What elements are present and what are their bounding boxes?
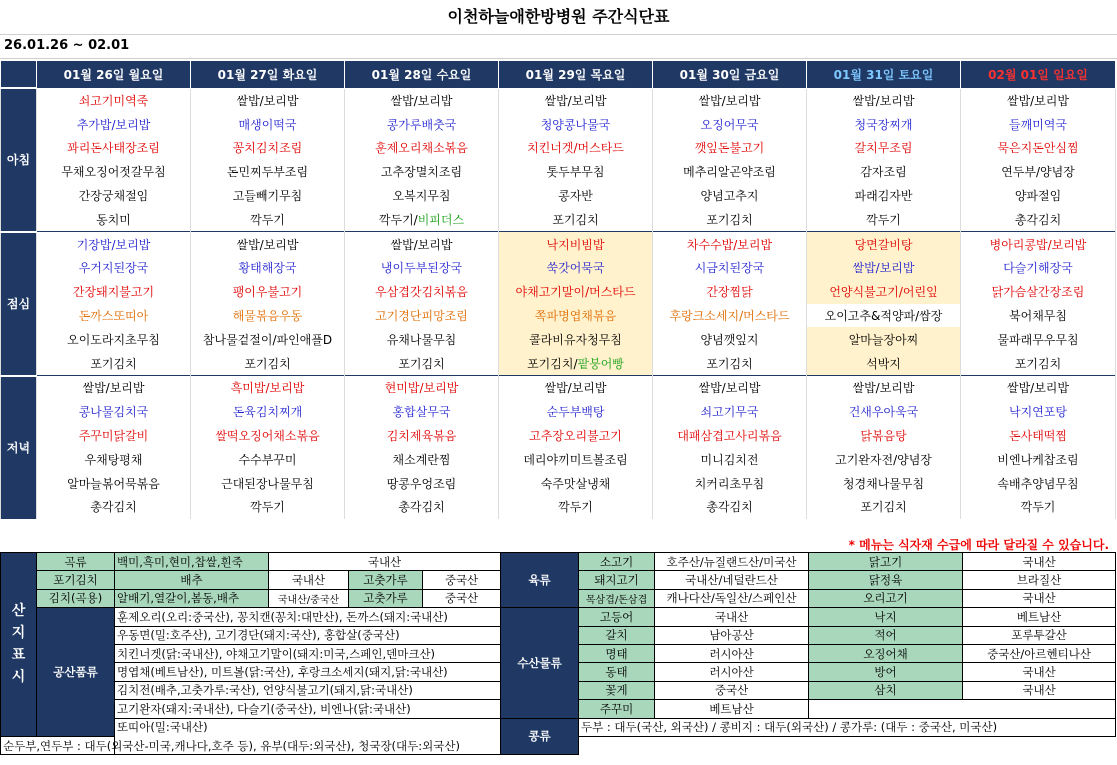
bean-line: 두부 : 대두(국산, 외국산) / 콩비지 : 대두(외국산) / 콩가루: (대두 : 중국산, 미국산) [579, 718, 1116, 736]
menu-cell: 돈육김치찌개 [191, 400, 345, 424]
menu-cell: 미니김치전 [653, 447, 807, 471]
sea-origin: 국내산 [963, 663, 1116, 681]
menu-cell: 꽁치김치조림 [191, 136, 345, 160]
menu-cell: 우채탕평채 [37, 447, 191, 471]
menu-cell: 김치제육볶음 [345, 424, 499, 448]
menu-cell: 깻잎돈불고기 [653, 136, 807, 160]
menu-cell: 쌀밥/보리밥 [191, 232, 345, 256]
menu-cell: 참나물겉절이/파인애플D [191, 327, 345, 351]
menu-cell: 쌀밥/보리밥 [191, 88, 345, 112]
day-header: 02월 01일 일요일 [961, 61, 1116, 89]
menu-row [1, 112, 1116, 136]
menu-cell: 돈까스또띠아 [37, 304, 191, 328]
menu-cell: 냉이두부된장국 [345, 256, 499, 280]
grain-label: 곡류 [37, 553, 115, 571]
menu-cell: 낙지연포탕 [961, 400, 1116, 424]
meal-label: 아침 [1, 88, 37, 232]
menu-cell: 간장찜닭 [653, 280, 807, 304]
menu-row [1, 471, 1116, 495]
menu-cell: 숙주맛살냉채 [499, 471, 653, 495]
menu-cell: 고기완자전/양념장 [807, 447, 961, 471]
menu-cell: 근대된장나물무침 [191, 471, 345, 495]
page-title: 이천하늘애한방병원 주간식단표 [0, 0, 1117, 35]
meat-origin: 국내산/네덜란드산 [655, 571, 809, 589]
menu-cell: 포기김치 [37, 351, 191, 375]
menu-cell: 해물볶음우동 [191, 304, 345, 328]
menu-cell: 현미밥/보리밥 [345, 376, 499, 400]
meat-origin: 캐나다산/독일산/스페인산 [655, 589, 809, 607]
menu-cell: 감자조림 [807, 160, 961, 184]
menu-cell: 팽이우불고기 [191, 280, 345, 304]
menu-cell: 포기김치 [653, 351, 807, 375]
menu-cell: 오이고추&적양파/쌈장 [807, 304, 961, 328]
day-header: 01월 27일 화요일 [191, 61, 345, 89]
menu-cell: 알마늘장아찌 [807, 327, 961, 351]
menu-cell: 꽈리돈사태장조림 [37, 136, 191, 160]
menu-cell: 깍두기 [961, 495, 1116, 519]
sea-origin: 베트남산 [963, 608, 1116, 626]
menu-row [1, 327, 1116, 351]
menu-cell: 총각김치 [961, 207, 1116, 231]
sea-origin: 중국산/아르헨티나산 [963, 644, 1116, 662]
processed-line: 치킨너겟(닭:국내산), 야채고기말이(돼지:미국,스페인,덴마크산) [115, 644, 501, 662]
menu-cell: 쌀밥/보리밥 [961, 376, 1116, 400]
meat-item: 닭정육 [809, 571, 963, 589]
sea-item: 꽃게 [579, 681, 655, 699]
menu-cell: 콜라비유자청무침 [499, 327, 653, 351]
day-header: 01월 31일 토요일 [807, 61, 961, 89]
sea-origin: 남아공산 [655, 626, 809, 644]
meat-item: 오리고기 [809, 589, 963, 607]
menu-cell: 쌀밥/보리밥 [807, 376, 961, 400]
divider [0, 58, 1117, 59]
kimchi-label: 포기김치 [37, 571, 115, 589]
menu-cell: 기장밥/보리밥 [37, 232, 191, 256]
menu-cell: 석박지 [807, 351, 961, 375]
menu-cell: 북어채무침 [961, 304, 1116, 328]
day-header: 01월 30일 금요일 [653, 61, 807, 89]
menu-cell: 비엔나케찹조림 [961, 447, 1116, 471]
menu-cell: 야채고기말이/머스타드 [499, 280, 653, 304]
menu-cell: 돈민찌두부조림 [191, 160, 345, 184]
menu-row [1, 232, 1116, 256]
menu-cell: 쌀밥/보리밥 [807, 88, 961, 112]
menu-cell: 물파래무우무침 [961, 327, 1116, 351]
menu-cell: 쌀밥/보리밥 [807, 256, 961, 280]
sea-origin: 포루투갈산 [963, 626, 1116, 644]
menu-text: 깍두기/ [378, 212, 418, 227]
sea-item: 동태 [579, 663, 655, 681]
menu-cell: 포기김치 [653, 207, 807, 231]
menu-cell: 청양콩나물국 [499, 112, 653, 136]
meat-origin: 국내산 [963, 589, 1116, 607]
processed-line: 고기완자(돼지:국내산), 다슬기(중국산), 비엔나(닭:국내산) [115, 700, 501, 718]
menu-cell [345, 207, 499, 231]
menu-cell: 돈사태떡찜 [961, 424, 1116, 448]
menu-cell: 매생이떡국 [191, 112, 345, 136]
menu-cell: 병아리콩밥/보리밥 [961, 232, 1116, 256]
menu-row [1, 351, 1116, 375]
menu-cell: 치커리초무침 [653, 471, 807, 495]
menu-cell: 쌀밥/보리밥 [499, 376, 653, 400]
menu-cell: 무채오징어젓갈무침 [37, 160, 191, 184]
sea-item: 삼치 [809, 681, 963, 699]
menu-cell: 훈제오리채소볶음 [345, 136, 499, 160]
menu-cell: 포기김치 [499, 207, 653, 231]
menu-cell: 총각김치 [37, 495, 191, 519]
menu-cell: 간장돼지불고기 [37, 280, 191, 304]
menu-cell: 데리야끼미트볼조림 [499, 447, 653, 471]
menu-row [1, 88, 1116, 112]
menu-cell: 유채나물무침 [345, 327, 499, 351]
menu-cell: 후랑크소세지/머스타드 [653, 304, 807, 328]
meal-label: 저녁 [1, 376, 37, 519]
menu-cell: 낙지비빔밥 [499, 232, 653, 256]
menu-cell: 고추장오리불고기 [499, 424, 653, 448]
menu-cell: 쌀밥/보리밥 [961, 88, 1116, 112]
sea-origin: 러시아산 [655, 663, 809, 681]
menu-cell: 쌀떡오징어채소볶음 [191, 424, 345, 448]
sea-item: 주꾸미 [579, 700, 655, 718]
menu-cell: 청경채나물무침 [807, 471, 961, 495]
origin-table [0, 552, 1116, 755]
processed-line: 김치전(배추,고춧가루:국산), 언양식불고기(돼지,닭:국내산) [115, 681, 501, 699]
meat-item: 돼지고기 [579, 571, 655, 589]
sea-origin: 베트남산 [655, 700, 809, 718]
menu-cell: 청국장찌개 [807, 112, 961, 136]
menu-cell: 우거지된장국 [37, 256, 191, 280]
menu-cell: 갈치무조림 [807, 136, 961, 160]
menu-cell: 총각김치 [653, 495, 807, 519]
menu-cell: 황태해장국 [191, 256, 345, 280]
processed-label: 공산품류 [37, 608, 115, 737]
menu-cell: 포기김치 [345, 351, 499, 375]
meat-label: 육류 [501, 553, 579, 608]
menu-cell: 쇠고기무국 [653, 400, 807, 424]
menu-cell: 순두부백탕 [499, 400, 653, 424]
date-range: 26.01.26 ~ 02.01 [4, 38, 130, 53]
menu-cell: 양파절임 [961, 184, 1116, 208]
menu-row [1, 207, 1116, 231]
kimchi2-items: 알배기,열갈이,봄동,배추 [115, 589, 269, 607]
sea-item: 갈치 [579, 626, 655, 644]
menu-cell: 땅콩우엉조림 [345, 471, 499, 495]
meat-item: 소고기 [579, 553, 655, 571]
menu-cell: 간장궁채절임 [37, 184, 191, 208]
menu-cell: 오징어무국 [653, 112, 807, 136]
menu-cell: 고들빼기무침 [191, 184, 345, 208]
corner-cell [1, 61, 37, 89]
menu-cell: 쌀밥/보리밥 [37, 376, 191, 400]
menu-text: 포기김치/ [527, 356, 578, 371]
menu-cell: 쌀밥/보리밥 [345, 232, 499, 256]
menu-note: * 메뉴는 식자재 수급에 따라 달라질 수 있습니다. [848, 538, 1109, 552]
sea-origin: 국내산 [655, 608, 809, 626]
menu-row [1, 304, 1116, 328]
menu-cell: 오복지무침 [345, 184, 499, 208]
menu-cell: 고기경단피망조림 [345, 304, 499, 328]
menu-row [1, 160, 1116, 184]
menu-cell: 메추리알곤약조림 [653, 160, 807, 184]
kimchi2-pepper: 고춧가루 [349, 589, 423, 607]
sea-origin: 러시아산 [655, 644, 809, 662]
day-header: 01월 28일 수요일 [345, 61, 499, 89]
menu-table [0, 60, 1116, 519]
kimchi-cabbage-origin: 국내산 [269, 571, 349, 589]
kimchi-cabbage: 배추 [115, 571, 269, 589]
menu-cell: 깍두기 [499, 495, 653, 519]
menu-cell: 홍합살무국 [345, 400, 499, 424]
menu-row [1, 400, 1116, 424]
menu-cell: 흑미밥/보리밥 [191, 376, 345, 400]
bean-label: 콩류 [501, 718, 579, 755]
menu-cell: 오이도라지초무침 [37, 327, 191, 351]
menu-cell: 언양식불고기/어린잎 [807, 280, 961, 304]
processed-line: 훈제오리(오리:중국산), 꽁치캔(꽁치:대만산), 돈까스(돼지:국내산) [115, 608, 501, 626]
sea-item: 낙지 [809, 608, 963, 626]
menu-cell [499, 351, 653, 375]
sea-label: 수산물류 [501, 608, 579, 718]
processed-line: 명엽채(베트남산), 미트볼(닭:국산), 후랑크소세지(돼지,닭:국내산) [115, 663, 501, 681]
processed-line: 또띠아(밀:국내산) [115, 718, 501, 755]
menu-cell: 양념고추지 [653, 184, 807, 208]
menu-cell: 닭볶음탕 [807, 424, 961, 448]
menu-text-highlight: 비피더스 [417, 212, 465, 227]
kimchi-pepper: 고춧가루 [349, 571, 423, 589]
meal-label: 점심 [1, 232, 37, 376]
menu-cell: 닭가슴살간장조림 [961, 280, 1116, 304]
kimchi2-label: 김치(곡용) [37, 589, 115, 607]
menu-cell: 수수부꾸미 [191, 447, 345, 471]
sea-empty [809, 700, 1116, 718]
sea-origin: 국내산 [963, 681, 1116, 699]
processed-line: 우동면(밀:호주산), 고기경단(돼지:국산), 홍합살(중국산) [115, 626, 501, 644]
menu-cell: 채소계란찜 [345, 447, 499, 471]
menu-cell: 들깨미역국 [961, 112, 1116, 136]
meat-origin: 브라질산 [963, 571, 1116, 589]
day-header-row [1, 61, 1116, 89]
menu-cell: 포기김치 [961, 351, 1116, 375]
menu-row [1, 376, 1116, 400]
meat-item: 닭고기 [809, 553, 963, 571]
menu-cell: 쪽파명엽채볶음 [499, 304, 653, 328]
meat-item: 목삼겹/돈삼겹 [579, 589, 655, 607]
menu-row [1, 184, 1116, 208]
origin-title-cell [1, 553, 37, 737]
menu-cell: 연두부/양념장 [961, 160, 1116, 184]
day-header: 01월 29일 목요일 [499, 61, 653, 89]
menu-cell: 쇠고기미역죽 [37, 88, 191, 112]
menu-cell: 우삼겹갓김치볶음 [345, 280, 499, 304]
menu-cell: 콩자반 [499, 184, 653, 208]
menu-row [1, 256, 1116, 280]
menu-cell: 시금치된장국 [653, 256, 807, 280]
menu-cell: 깍두기 [191, 495, 345, 519]
menu-cell: 대패삼겹고사리볶음 [653, 424, 807, 448]
menu-cell: 콩나물김치국 [37, 400, 191, 424]
menu-body [1, 88, 1116, 519]
meat-origin: 국내산 [963, 553, 1116, 571]
grain-items: 백미,흑미,현미,찹쌀,흰죽 [115, 553, 269, 571]
menu-cell: 건새우아욱국 [807, 400, 961, 424]
menu-text-highlight: 팥붕어빵 [577, 356, 624, 371]
kimchi2-origin: 국내산/중국산 [269, 589, 349, 607]
sea-item: 방어 [809, 663, 963, 681]
menu-cell: 다슬기해장국 [961, 256, 1116, 280]
menu-cell: 치킨너겟/머스타드 [499, 136, 653, 160]
bean-line: 순두부,연두부 : 대두(외국산-미국,캐나다,호주 등), 유부(대두:외국산), 청국장(대두:외국산) [1, 736, 349, 754]
sea-item: 명태 [579, 644, 655, 662]
menu-row [1, 424, 1116, 448]
sea-item: 오징어채 [809, 644, 963, 662]
menu-cell: 깍두기 [807, 207, 961, 231]
menu-cell: 포기김치 [807, 495, 961, 519]
menu-row [1, 495, 1116, 519]
menu-cell: 쌀밥/보리밥 [345, 88, 499, 112]
menu-cell: 알마늘볶어묵볶음 [37, 471, 191, 495]
origin-title: 산지표시 [11, 603, 26, 686]
menu-cell: 당면갈비탕 [807, 232, 961, 256]
menu-cell: 추가밥/보리밥 [37, 112, 191, 136]
meat-origin: 호주산/뉴질랜드산/미국산 [655, 553, 809, 571]
sea-item: 적어 [809, 626, 963, 644]
menu-cell: 쌀밥/보리밥 [653, 88, 807, 112]
menu-cell: 쌀밥/보리밥 [499, 88, 653, 112]
menu-cell: 파래김자반 [807, 184, 961, 208]
menu-cell: 콩가루배춧국 [345, 112, 499, 136]
grain-origin: 국내산 [269, 553, 501, 571]
menu-cell: 차수수밥/보리밥 [653, 232, 807, 256]
menu-cell: 속배추양념무침 [961, 471, 1116, 495]
menu-row [1, 280, 1116, 304]
sea-item: 고등어 [579, 608, 655, 626]
menu-cell: 동치미 [37, 207, 191, 231]
menu-cell: 포기김치 [191, 351, 345, 375]
menu-cell: 쑥갓어묵국 [499, 256, 653, 280]
kimchi2-pepper-origin: 중국산 [423, 589, 501, 607]
menu-cell: 고추장멸치조림 [345, 160, 499, 184]
menu-cell: 쌀밥/보리밥 [653, 376, 807, 400]
menu-cell: 깍두기 [191, 207, 345, 231]
menu-cell: 톳두부무침 [499, 160, 653, 184]
menu-row [1, 447, 1116, 471]
menu-cell: 주꾸미닭갈비 [37, 424, 191, 448]
menu-cell: 묵은지돈안심찜 [961, 136, 1116, 160]
kimchi-pepper-origin: 중국산 [423, 571, 501, 589]
menu-row [1, 136, 1116, 160]
menu-cell: 총각김치 [345, 495, 499, 519]
day-header: 01월 26일 월요일 [37, 61, 191, 89]
sea-origin: 중국산 [655, 681, 809, 699]
menu-cell: 양념깻잎지 [653, 327, 807, 351]
